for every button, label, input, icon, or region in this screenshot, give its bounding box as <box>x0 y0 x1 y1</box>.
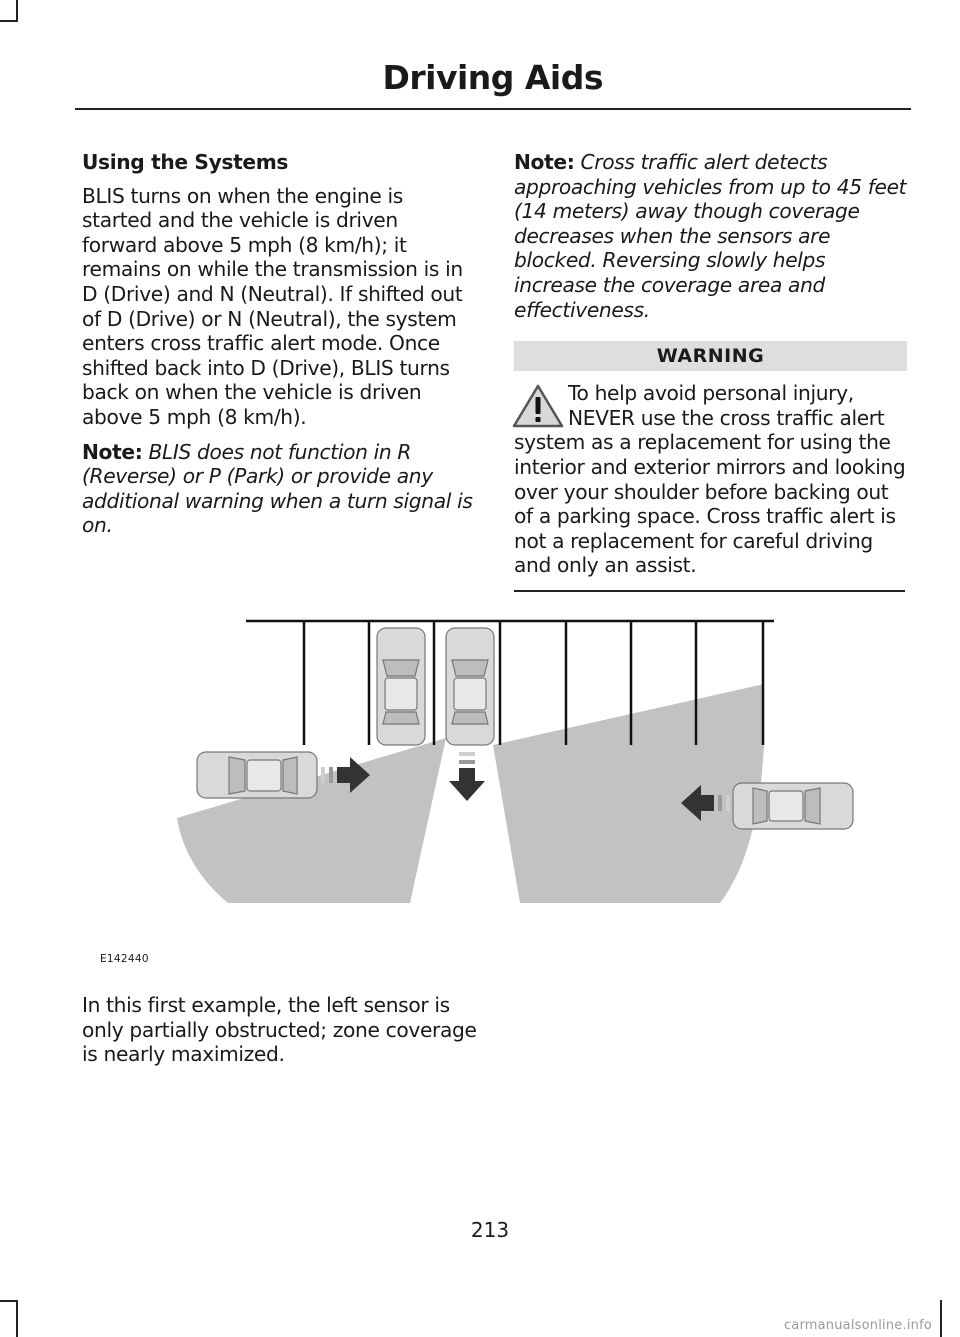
warning-box <box>514 381 907 578</box>
warning-triangle-icon <box>512 383 564 429</box>
crop-mark <box>940 1300 942 1337</box>
note-text: Cross traffic alert detects approaching vehicles from up to 45 feet (14 meters) away though coverage decreases when the sensors are blocked. Reversing slowly helps increase the coverage area and effectiveness. <box>514 150 907 322</box>
crop-mark <box>0 20 18 22</box>
warning-divider <box>514 590 905 592</box>
cross-traffic-diagram <box>160 600 880 920</box>
approaching-car-right <box>733 783 853 829</box>
down-arrow-icon <box>449 752 485 801</box>
right-column <box>514 150 907 592</box>
page-title: Driving Aids <box>382 58 603 97</box>
note <box>514 150 907 322</box>
parked-car <box>377 628 425 745</box>
body-paragraph: BLIS turns on when the engine is started and the vehicle is driven forward above 5 mph (8 km/h); it remains on while the transmission is in D (Drive) and N (Neutral). If shifted out of D (Drive) or N (Neutral), the system enters cross traffic alert mode. Once shifted back into D (Drive), BLIS turns back on when the vehicle is driven above 5 mph (8 km/h). <box>82 183 463 429</box>
watermark: carmanualsonline.info <box>783 1318 932 1333</box>
crop-mark <box>16 1300 18 1337</box>
right-coverage-zone <box>493 684 764 903</box>
note-label: Note: <box>514 150 575 174</box>
warning-header: WARNING <box>514 341 907 371</box>
reversing-car <box>446 628 494 745</box>
crop-mark <box>0 1300 18 1302</box>
note-label: Note: <box>82 439 143 464</box>
page-number: 213 <box>470 1218 510 1242</box>
crop-mark <box>16 0 18 22</box>
warning-text: To help avoid personal injury, NEVER use the cross traffic alert system as a replacement for using the interior and exterior mirrors and looking over your shoulder before backing out of a parking space. Cross traffic alert is not a replacement for careful driving and only an assist. <box>514 381 906 578</box>
header-divider <box>75 108 911 110</box>
note <box>82 440 477 538</box>
approaching-car-left <box>197 752 317 798</box>
left-column <box>82 150 477 538</box>
note-text: BLIS does not function in R (Reverse) or P (Park) or provide any additional warning when a turn signal is on. <box>82 439 473 538</box>
section-heading: Using the Systems <box>82 150 289 174</box>
figure-code: E142440 <box>100 953 149 965</box>
figure-caption: In this first example, the left sensor is only partially obstructed; zone coverage is nearly maximized. <box>82 993 477 1067</box>
